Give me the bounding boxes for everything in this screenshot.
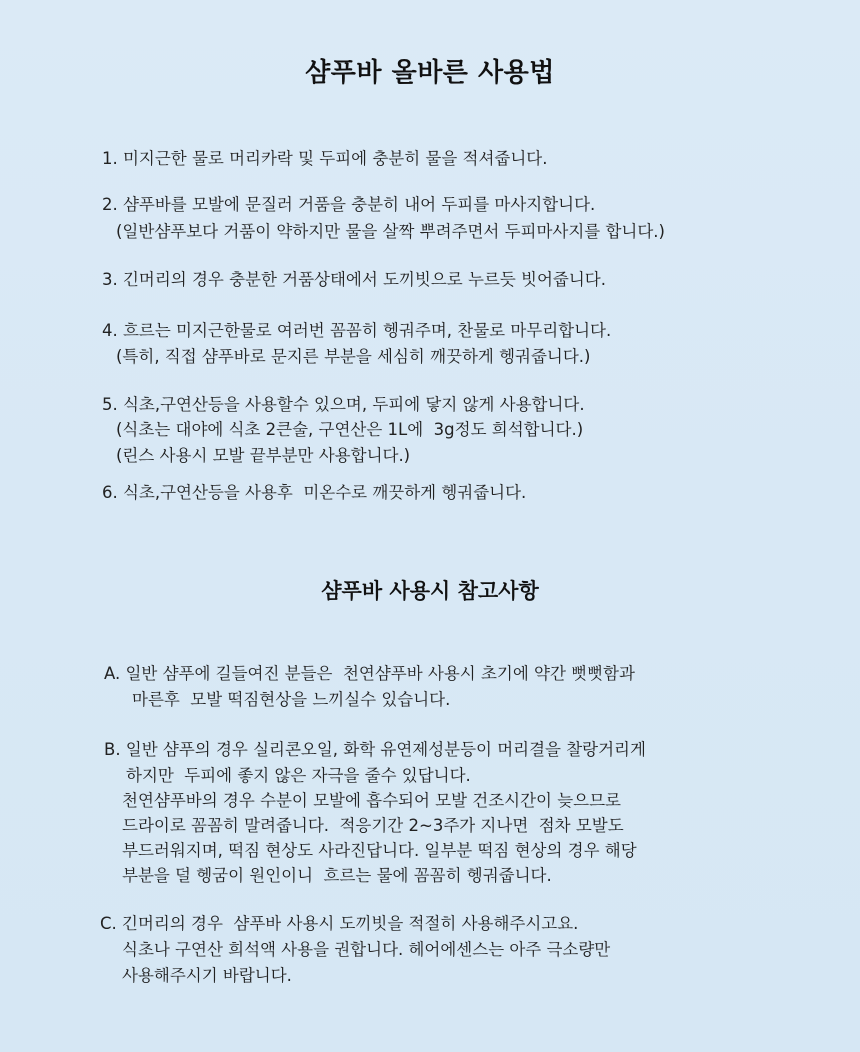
- step-5-note-1: (식초는 대야에 식초 2큰술, 구연산은 1L에 3g정도 희석합니다.): [116, 420, 584, 439]
- step-4: 4. 흐르는 미지근한물로 여러번 꼼꼼히 헹궈주며, 찬물로 마무리합니다.: [102, 321, 612, 340]
- note-c-line-1: C. 긴머리의 경우 샴푸바 사용시 도끼빗을 적절히 사용해주시고요.: [100, 914, 579, 933]
- main-title: 샴푸바 올바른 사용법: [305, 58, 555, 88]
- note-b-line-1: B. 일반 샴푸의 경우 실리콘오일, 화학 유연제성분등이 머리결을 찰랑거리게: [104, 740, 646, 759]
- step-1: 1. 미지근한 물로 머리카락 및 두피에 충분히 물을 적셔줍니다.: [102, 149, 548, 168]
- step-4-note: (특히, 직접 샴푸바로 문지른 부분을 세심히 깨끗하게 헹궈줍니다.): [116, 347, 591, 366]
- note-b-line-5: 부드러워지며, 떡짐 현상도 사라진답니다. 일부분 떡짐 현상의 경우 해당: [122, 841, 637, 860]
- section-title: 샴푸바 사용시 참고사항: [321, 579, 539, 603]
- note-a-line-2: 마른후 모발 떡짐현상을 느끼실수 있습니다.: [132, 690, 451, 709]
- step-5-note-2: (린스 사용시 모발 끝부분만 사용합니다.): [116, 446, 411, 465]
- note-c-line-2: 식초나 구연산 희석액 사용을 권합니다. 헤어에센스는 아주 극소량만: [122, 940, 611, 959]
- note-b-line-2: 하지만 두피에 좋지 않은 자극을 줄수 있답니다.: [126, 766, 471, 785]
- note-b-line-4: 드라이로 꼼꼼히 말려줍니다. 적응기간 2~3주가 지나면 점차 모발도: [122, 816, 624, 835]
- step-6: 6. 식초,구연산등을 사용후 미온수로 깨끗하게 헹궈줍니다.: [102, 483, 527, 502]
- note-b-line-3: 천연샴푸바의 경우 수분이 모발에 흡수되어 모발 건조시간이 늦으므로: [122, 791, 621, 810]
- step-2-note: (일반샴푸보다 거품이 약하지만 물을 살짝 뿌려주면서 두피마사지를 합니다.): [116, 222, 665, 241]
- step-2: 2. 샴푸바를 모발에 문질러 거품을 충분히 내어 두피를 마사지합니다.: [102, 195, 596, 214]
- step-5: 5. 식초,구연산등을 사용할수 있으며, 두피에 닿지 않게 사용합니다.: [102, 395, 585, 414]
- note-b-line-6: 부분을 덜 헹굼이 원인이니 흐르는 물에 꼼꼼히 헹궈줍니다.: [122, 866, 552, 885]
- note-c-line-3: 사용해주시기 바랍니다.: [122, 966, 292, 985]
- step-3: 3. 긴머리의 경우 충분한 거품상태에서 도끼빗으로 누르듯 빗어줍니다.: [102, 270, 606, 289]
- note-a-line-1: A. 일반 샴푸에 길들여진 분들은 천연샴푸바 사용시 초기에 약간 뻣뻣함과: [104, 664, 635, 683]
